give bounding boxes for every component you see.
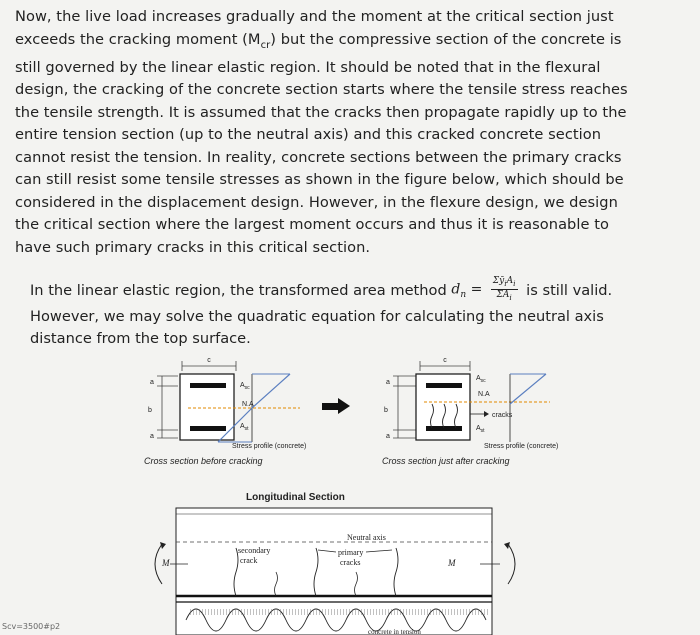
left-caption: Cross section before cracking: [144, 456, 263, 466]
para-line-1: Now, the live load increases gradually and the moment at the critical section just: [15, 8, 614, 25]
right-dim-a-top: a: [386, 379, 390, 386]
right-stress-profile: Stress profile (concrete): [484, 443, 559, 450]
para-line-10: the critical section where the largest moment occurs and thus it is reasonable to: [15, 216, 609, 234]
formula-num-sub: i: [504, 278, 507, 288]
para2-line-3: distance from the top surface.: [30, 330, 251, 348]
para2-line-1-end: is still valid.: [526, 282, 613, 300]
left-dim-b: b: [148, 407, 152, 414]
formula-num-a: A: [506, 276, 514, 286]
para-line-3: still governed by the linear elastic region. It should be noted that in the flexural: [15, 58, 601, 76]
left-dim-a-top: a: [150, 379, 154, 386]
left-stress-profile: Stress profile (concrete): [232, 443, 307, 450]
formula-den: ΣA: [496, 289, 510, 300]
right-caption: Cross section just after cracking: [382, 456, 510, 466]
formula-lhs: d: [451, 281, 461, 298]
second-paragraph: [30, 276, 690, 350]
left-asc: $A_{sc}$: [240, 382, 250, 391]
right-dim-c: c: [443, 357, 447, 364]
para-line-2-start: exceeds the cracking moment (M: [15, 30, 261, 48]
transition-arrow: [322, 398, 350, 414]
para-line-9: considered in the displacement design. However, in the flexure design, we design: [15, 193, 618, 211]
para-line-6: entire tension section (up to the neutral axis) and this cracked concrete section: [15, 126, 602, 144]
formula-denominator: [491, 290, 518, 303]
right-ast: $A_{st}$: [476, 425, 485, 434]
para-line-7: cannot resist the tension. In reality, concrete sections between the primary cracks: [15, 148, 622, 166]
longitudinal-title: Longitudinal Section: [246, 492, 345, 503]
moment-right: M: [448, 558, 456, 568]
right-na: N.A: [478, 391, 490, 398]
left-cross-section: [144, 357, 306, 466]
right-cracks: cracks: [492, 412, 513, 419]
left-na: N.A: [242, 401, 254, 408]
formula-lhs-sub: n: [460, 290, 467, 301]
left-dim-c: c: [207, 357, 211, 364]
main-paragraph: [15, 6, 695, 259]
formula: [451, 276, 521, 306]
secondary-crack-label: secondary: [238, 546, 271, 555]
para-line-5: the tensile strength. It is assumed that the cracks then propagate rapidly up to the: [15, 103, 627, 121]
para-line-2: [15, 29, 695, 57]
para-line-2-tail: ) but the compressive section of the concrete is: [270, 30, 622, 48]
para2-line-1: [30, 276, 690, 306]
right-dim-a-bot: a: [386, 433, 390, 440]
formula-fraction: [491, 276, 518, 303]
right-dim-b: b: [384, 407, 388, 414]
longitudinal-section: [155, 492, 515, 635]
formula-den-sub: i: [509, 292, 512, 302]
para2-line-1-start: In the linear elastic region, the transformed area method: [30, 282, 447, 300]
right-cross-section: [382, 357, 558, 466]
concrete-tension-label: concrete in tension: [368, 628, 421, 635]
moment-left: M: [162, 558, 170, 568]
para2-line-2: However, we may solve the quadratic equation for calculating the neutral axis: [30, 308, 604, 326]
mcr-subscript: cr: [260, 39, 271, 51]
para-line-8: can still resist some tensile stresses as shown in the figure below, which should be: [15, 171, 624, 189]
formula-numerator: [491, 276, 518, 290]
neutral-axis-label: Neutral axis: [347, 533, 386, 542]
formula-eq: =: [470, 281, 483, 298]
formula-num-sigma: Σȳ: [492, 276, 505, 286]
formula-num-sub2: i: [513, 278, 516, 288]
para-line-4: design, the cracking of the concrete section starts where the tensile stress reaches: [15, 81, 628, 99]
footer-tag: Scv=3500#p2: [2, 622, 61, 631]
left-ast: $A_{st}$: [240, 423, 249, 432]
para-line-11: have such primary cracks in this critical section.: [15, 238, 371, 256]
left-dim-a-bot: a: [150, 433, 154, 440]
secondary-crack-label-2: crack: [240, 556, 258, 565]
right-asc: $A_{sc}$: [476, 375, 486, 384]
primary-cracks-label: primary: [338, 548, 364, 557]
cross-section-figure: [0, 350, 700, 635]
primary-cracks-label-2: cracks: [340, 558, 361, 567]
